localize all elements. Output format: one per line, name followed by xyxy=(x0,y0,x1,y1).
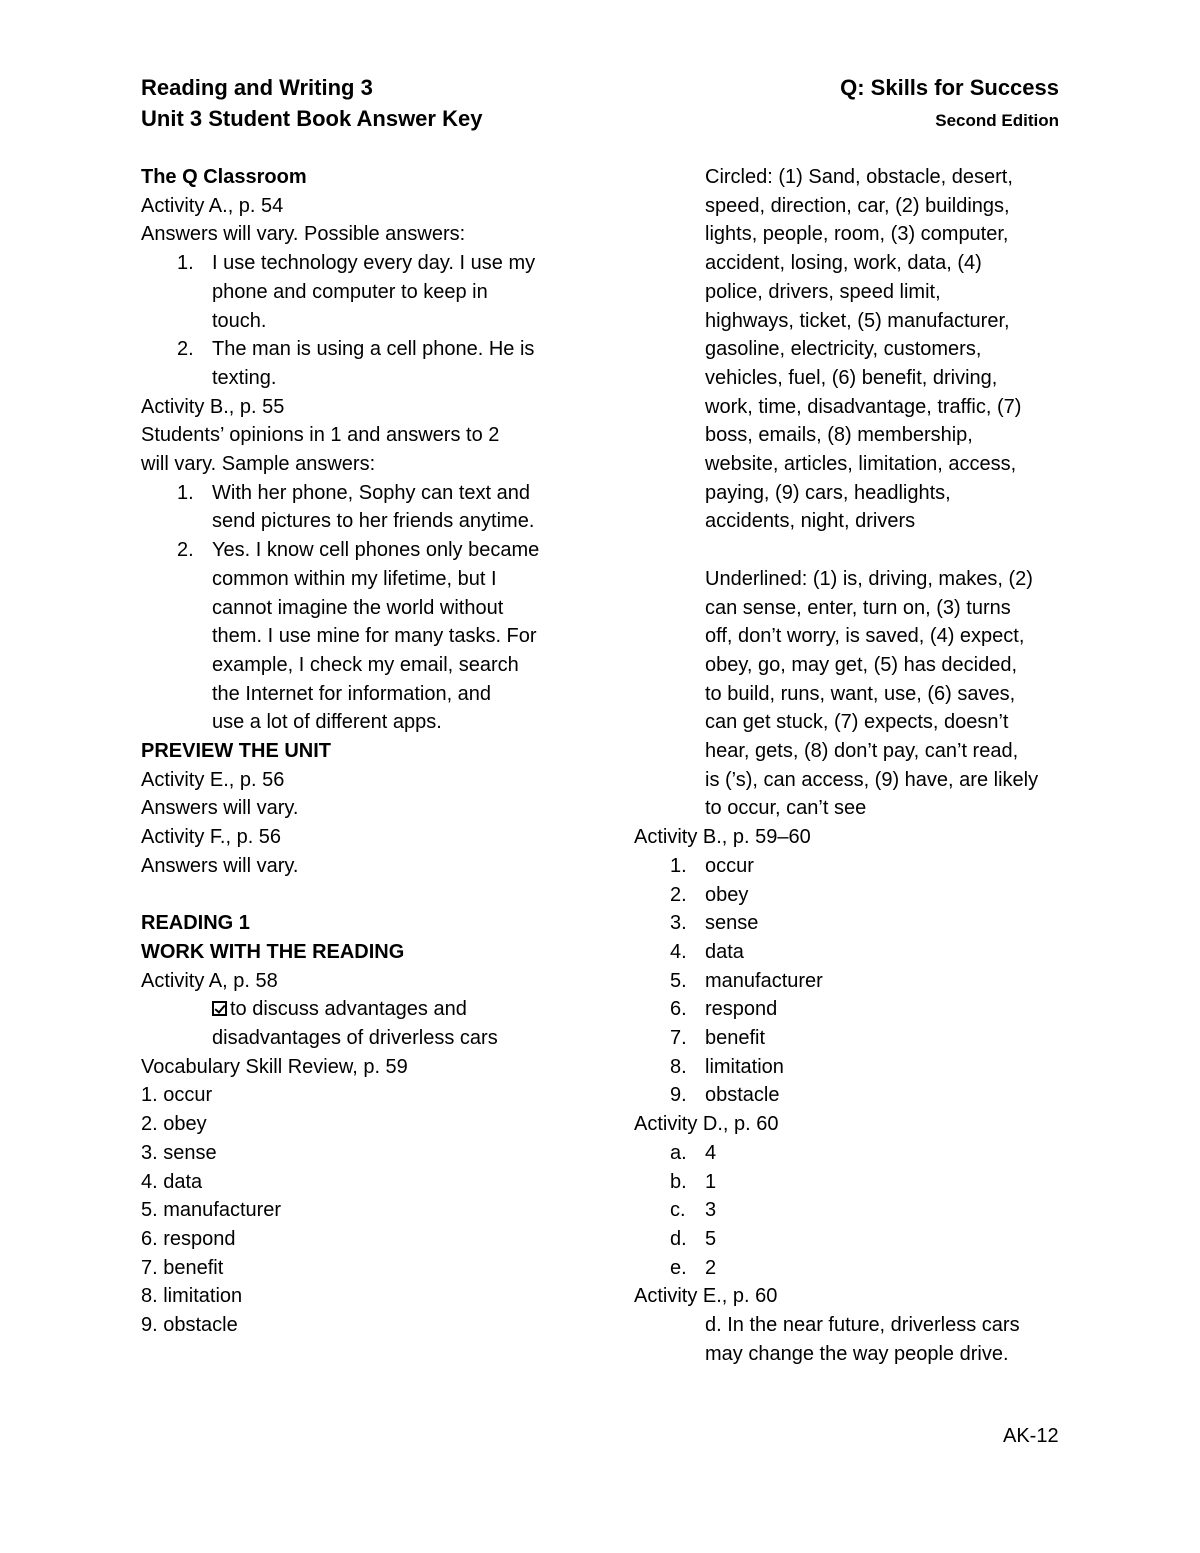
activity-b-label: Activity B., p. 55 xyxy=(141,395,285,418)
vocab-item: 9. obstacle xyxy=(141,1314,238,1337)
list-number: 1. xyxy=(670,854,687,877)
answer-text: 4 xyxy=(705,1141,717,1164)
activity-b-label: Activity B., p. 59–60 xyxy=(634,826,811,849)
answer-text: obey xyxy=(705,883,749,906)
circled-line: accidents, night, drivers xyxy=(705,510,916,533)
series-title: Q: Skills for Success xyxy=(840,75,1059,100)
circled-line: gasoline, electricity, customers, xyxy=(705,338,982,361)
vocab-item: 5. manufacturer xyxy=(141,1199,282,1222)
section-heading-preview: PREVIEW THE UNIT xyxy=(141,740,332,763)
list-item xyxy=(634,995,1074,1024)
activity-b-intro: Students’ opinions in 1 and answers to 2 xyxy=(141,424,500,447)
list-letter: a. xyxy=(670,1141,687,1164)
underlined-line: hear, gets, (8) don’t pay, can’t read, xyxy=(705,740,1019,763)
underlined-line: to build, runs, want, use, (6) saves, xyxy=(705,682,1016,705)
activity-e-answer: Answers will vary. xyxy=(141,797,299,820)
underlined-line: off, don’t worry, is saved, (4) expect, xyxy=(705,625,1025,648)
vocab-item: 3. sense xyxy=(141,1141,217,1164)
underlined-line: is (’s), can access, (9) have, are likely xyxy=(705,768,1039,791)
answer-key-title: Unit 3 Student Book Answer Key xyxy=(141,106,483,131)
list-number: 5. xyxy=(670,969,687,992)
circled-line: vehicles, fuel, (6) benefit, driving, xyxy=(705,366,998,389)
answer-line: may change the way people drive. xyxy=(705,1342,1009,1365)
circled-line: boss, emails, (8) membership, xyxy=(705,424,973,447)
list-number: 7. xyxy=(670,1027,687,1050)
vocab-review-label: Vocabulary Skill Review, p. 59 xyxy=(141,1055,408,1078)
edition-label: Second Edition xyxy=(935,111,1059,130)
answer-text: to discuss advantages and xyxy=(230,998,467,1021)
answer-text: benefit xyxy=(705,1027,766,1050)
underlined-line: can sense, enter, turn on, (3) turns xyxy=(705,596,1011,619)
vocab-item: 4. data xyxy=(141,1170,203,1193)
list-item xyxy=(634,909,1074,938)
activity-f-answer: Answers will vary. xyxy=(141,854,299,877)
circled-line: accident, losing, work, data, (4) xyxy=(705,252,982,275)
list-letter: d. xyxy=(670,1228,687,1250)
answer-line: send pictures to her friends anytime. xyxy=(212,510,535,533)
answer-line: them. I use mine for many tasks. For xyxy=(212,625,537,648)
answer-line: Yes. I know cell phones only became xyxy=(212,539,540,562)
list-item xyxy=(634,1053,1074,1082)
vocab-item: 1. occur xyxy=(141,1084,213,1107)
answer-text: data xyxy=(705,940,744,963)
answer-text: 2 xyxy=(705,1256,717,1279)
activity-a-intro: Answers will vary. Possible answers: xyxy=(141,223,466,246)
vocab-item: 2. obey xyxy=(141,1113,207,1136)
answer-text: 5 xyxy=(705,1228,717,1250)
activity-f-label: Activity F., p. 56 xyxy=(141,826,282,849)
answer-text: 1 xyxy=(705,1170,717,1193)
answer-line: cannot imagine the world without xyxy=(212,596,504,619)
answer-line xyxy=(141,995,611,1024)
answer-text: occur xyxy=(705,854,754,877)
circled-line: highways, ticket, (5) manufacturer, xyxy=(705,309,1010,332)
vocab-item: 8. limitation xyxy=(141,1285,243,1308)
list-item xyxy=(634,1139,1074,1168)
activity-d-label: Activity D., p. 60 xyxy=(634,1113,779,1136)
section-heading-q-classroom: The Q Classroom xyxy=(141,166,307,188)
list-number: 1. xyxy=(177,252,194,275)
list-number: 6. xyxy=(670,998,687,1021)
circled-line: police, drivers, speed limit, xyxy=(705,280,941,303)
circled-line: speed, direction, car, (2) buildings, xyxy=(705,194,1010,217)
answer-line: With her phone, Sophy can text and xyxy=(212,481,530,504)
answer-line: The man is using a cell phone. He is xyxy=(212,338,535,361)
list-number: 3. xyxy=(670,912,687,935)
vocab-item: 6. respond xyxy=(141,1228,236,1250)
list-item xyxy=(634,1024,1074,1053)
list-item xyxy=(634,1168,1074,1197)
answer-text: obstacle xyxy=(705,1084,780,1107)
list-item xyxy=(141,249,611,278)
section-heading-reading-1: READING 1 xyxy=(141,912,250,935)
answer-line: example, I check my email, search xyxy=(212,653,519,676)
vocab-item: 7. benefit xyxy=(141,1256,224,1279)
spacer xyxy=(634,536,1074,565)
spacer xyxy=(141,881,611,910)
answer-text: respond xyxy=(705,998,778,1021)
circled-line: website, articles, limitation, access, xyxy=(705,453,1017,476)
list-item xyxy=(634,967,1074,996)
list-item xyxy=(634,881,1074,910)
answer-text: sense xyxy=(705,912,759,935)
list-number: 2. xyxy=(670,883,687,906)
answer-text: 3 xyxy=(705,1199,717,1222)
list-item xyxy=(634,1081,1074,1110)
answer-line: the Internet for information, and xyxy=(212,682,492,705)
underlined-line: can get stuck, (7) expects, doesn’t xyxy=(705,711,1009,734)
activity-e-label: Activity E., p. 56 xyxy=(141,768,285,791)
list-number: 8. xyxy=(670,1055,687,1078)
answer-line: touch. xyxy=(212,309,267,332)
answer-line: phone and computer to keep in xyxy=(212,280,488,303)
list-item xyxy=(141,335,611,364)
list-item xyxy=(634,1225,1074,1254)
activity-b-intro: will vary. Sample answers: xyxy=(141,453,376,476)
book-title: Reading and Writing 3 xyxy=(141,75,373,100)
circled-line: lights, people, room, (3) computer, xyxy=(705,223,1009,246)
activity-e-label: Activity E., p. 60 xyxy=(634,1285,778,1308)
underlined-line: obey, go, may get, (5) has decided, xyxy=(705,653,1018,676)
answer-line: I use technology every day. I use my xyxy=(212,252,536,275)
answer-text: limitation xyxy=(705,1055,784,1078)
answer-line: texting. xyxy=(212,366,277,389)
list-item xyxy=(634,852,1074,881)
list-item xyxy=(141,536,611,565)
list-number: 4. xyxy=(670,940,687,963)
underlined-line: Underlined: (1) is, driving, makes, (2) xyxy=(705,567,1033,590)
answer-line: use a lot of different apps. xyxy=(212,711,442,734)
left-column xyxy=(141,163,611,1340)
circled-line: Circled: (1) Sand, obstacle, desert, xyxy=(705,166,1013,188)
list-letter: e. xyxy=(670,1256,687,1279)
list-item xyxy=(141,479,611,508)
list-number: 2. xyxy=(177,539,194,562)
list-number: 2. xyxy=(177,338,194,361)
list-item xyxy=(634,1196,1074,1225)
right-column xyxy=(634,163,1074,1369)
circled-line: paying, (9) cars, headlights, xyxy=(705,481,951,504)
page-number: AK-12 xyxy=(1003,1425,1059,1447)
list-number: 9. xyxy=(670,1084,687,1107)
answer-text: manufacturer xyxy=(705,969,823,992)
activity-a58-label: Activity A, p. 58 xyxy=(141,969,278,992)
checkbox-checked-icon xyxy=(212,1001,227,1016)
circled-line: work, time, disadvantage, traffic, (7) xyxy=(705,395,1022,418)
answer-line: disadvantages of driverless cars xyxy=(212,1027,498,1050)
list-item xyxy=(634,1254,1074,1283)
section-heading-work-with-reading: WORK WITH THE READING xyxy=(141,940,405,963)
list-number: 1. xyxy=(177,481,194,504)
list-letter: c. xyxy=(670,1199,686,1222)
answer-line: d. In the near future, driverless cars xyxy=(705,1314,1020,1337)
answer-line: common within my lifetime, but I xyxy=(212,567,497,590)
activity-a-label: Activity A., p. 54 xyxy=(141,194,284,217)
underlined-line: to occur, can’t see xyxy=(705,797,867,820)
list-letter: b. xyxy=(670,1170,687,1193)
list-item xyxy=(634,938,1074,967)
